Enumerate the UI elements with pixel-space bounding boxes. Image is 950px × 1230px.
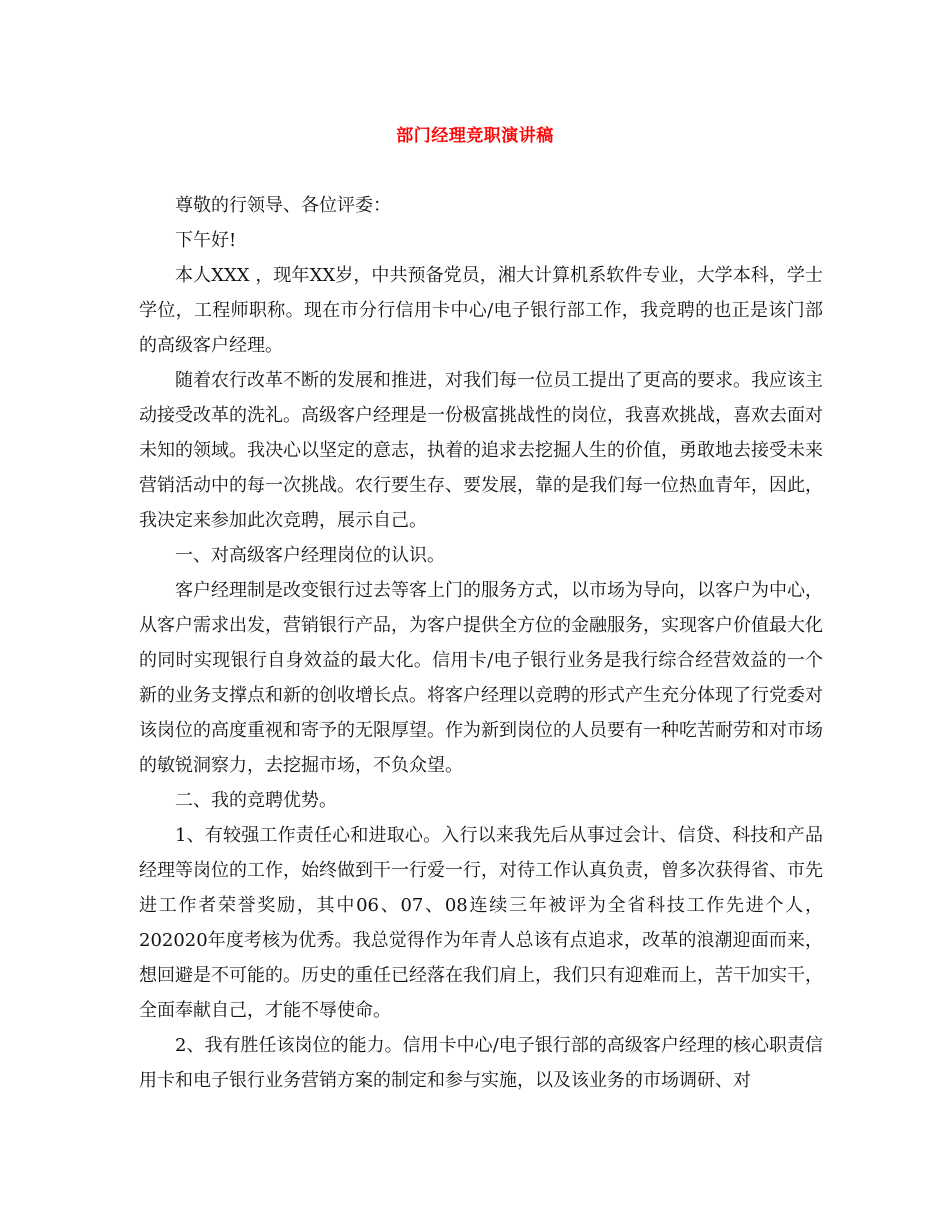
body-paragraph: 1、有较强工作责任心和进取心。入行以来我先后从事过会计、信贷、科技和产品经理等岗位的工作，始终做到干一行爱一行，对待工作认真负责，曾多次获得省、市先进工作者荣誉奖励，其中06、07、08连续三年被评为全省科技工作先进个人，202020年度考核为优秀。我总觉得作为年青人总该有点追求，改革的浪潮迎面而来，想回避是不可能的。历史的重任已经落在我们肩上，我们只有迎难而上，苦干加实干，全面奉献自己，才能不辱使命。 <box>139 825 823 1021</box>
body-paragraph: 本人XXX ，现年XX岁，中共预备党员，湘大计算机系软件专业，大学本科，学士学位，工程师职称。现在市分行信用卡中心/电子银行部工作，我竞聘的也正是该门部的高级客户经理。 <box>139 265 823 356</box>
document-title: 部门经理竞职演讲稿 <box>396 126 554 146</box>
section-heading: 二、我的竞聘优势。 <box>175 790 337 811</box>
salutation-line: 下午好! <box>175 230 237 251</box>
body-paragraph: 客户经理制是改变银行过去等客上门的服务方式，以市场为导向，以客户为中心，从客户需求出发，营销银行产品，为客户提供全方位的金融服务，实现客户价值最大化的同时实现银行自身效益的最大化。信用卡/电子银行业务是我行综合经营效益的一个新的业务支撑点和新的创收增长点。将客户经理以竞聘的形式产生充分体现了行党委对该岗位的高度重视和寄予的无限厚望。作为新到岗位的人员要有一种吃苦耐劳和对市场的敏锐洞察力，去挖掘市场，不负众望。 <box>139 580 823 776</box>
body-paragraph: 2、我有胜任该岗位的能力。信用卡中心/电子银行部的高级客户经理的核心职责信用卡和电子银行业务营销方案的制定和参与实施，以及该业务的市场调研、对 <box>139 1035 823 1091</box>
section-heading: 一、对高级客户经理岗位的认识。 <box>175 545 445 566</box>
document-body <box>139 188 823 1098</box>
body-paragraph: 随着农行改革不断的发展和推进，对我们每一位员工提出了更高的要求。我应该主动接受改革的洗礼。高级客户经理是一份极富挑战性的岗位，我喜欢挑战，喜欢去面对未知的领域。我决心以坚定的意志，执着的追求去挖掘人生的价值，勇敢地去接受未来营销活动中的每一次挑战。农行要生存、要发展，靠的是我们每一位热血青年，因此，我决定来参加此次竞聘，展示自己。 <box>139 370 823 531</box>
greeting-line: 尊敬的行领导、各位评委： <box>175 195 391 216</box>
